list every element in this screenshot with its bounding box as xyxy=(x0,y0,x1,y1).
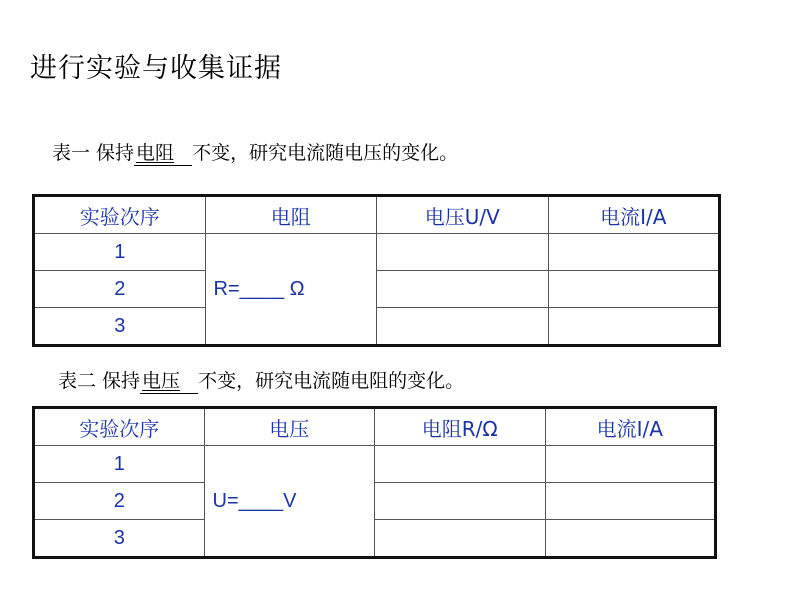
table2-row-number: 1 xyxy=(34,446,205,483)
table2-current-cell[interactable] xyxy=(545,446,716,483)
table-row xyxy=(34,520,716,558)
table1-header-current: 电流I/A xyxy=(548,196,720,234)
table1-header-row xyxy=(34,196,720,234)
table1-row-number: 1 xyxy=(34,234,206,271)
table2 xyxy=(32,406,717,559)
table2-row-number: 3 xyxy=(34,520,205,558)
table2-header-resistance: 电阻R/Ω xyxy=(375,408,546,446)
table1-row-number: 2 xyxy=(34,271,206,308)
table1-header-order: 实验次序 xyxy=(34,196,206,234)
table1-caption-suffix: 不变，研究电流随电压的变化。 xyxy=(192,142,459,164)
table2-resistance-cell[interactable] xyxy=(375,446,546,483)
table2-voltage-cell: U=____V xyxy=(204,446,375,558)
table1-header-voltage: 电压U/V xyxy=(377,196,549,234)
table-row xyxy=(34,446,716,483)
page-title: 进行实验与收集证据 xyxy=(30,53,282,84)
table-row xyxy=(34,271,720,308)
table2-header-row xyxy=(34,408,716,446)
table2-resistance-cell[interactable] xyxy=(375,483,546,520)
table-row xyxy=(34,308,720,346)
table2-header-order: 实验次序 xyxy=(34,408,205,446)
table1-voltage-cell[interactable] xyxy=(377,234,549,271)
table2-caption-prefix: 表二 保持 xyxy=(58,370,141,392)
table2-current-cell[interactable] xyxy=(545,520,716,558)
table1-current-cell[interactable] xyxy=(548,234,720,271)
table1-caption-blank: 电阻 xyxy=(134,138,192,166)
table1-current-cell[interactable] xyxy=(548,271,720,308)
table2-resistance-cell[interactable] xyxy=(375,520,546,558)
table2-header-current: 电流I/A xyxy=(545,408,716,446)
table1 xyxy=(32,194,721,347)
table1-row-number: 3 xyxy=(34,308,206,346)
table2-row-number: 2 xyxy=(34,483,205,520)
table2-caption-blank: 电压 xyxy=(140,366,198,394)
table2-header-voltage: 电压 xyxy=(204,408,375,446)
table1-current-cell[interactable] xyxy=(548,308,720,346)
table1-caption-prefix: 表一 保持 xyxy=(52,142,135,164)
table-row xyxy=(34,234,720,271)
table2-caption xyxy=(58,366,464,394)
table-row xyxy=(34,483,716,520)
table1-voltage-cell[interactable] xyxy=(377,271,549,308)
table1-header-resistance: 电阻 xyxy=(205,196,377,234)
table1-caption xyxy=(52,138,458,166)
table2-caption-suffix: 不变，研究电流随电阻的变化。 xyxy=(198,370,465,392)
table1-voltage-cell[interactable] xyxy=(377,308,549,346)
table1-resistance-cell: R=____ Ω xyxy=(205,234,377,346)
table2-current-cell[interactable] xyxy=(545,483,716,520)
